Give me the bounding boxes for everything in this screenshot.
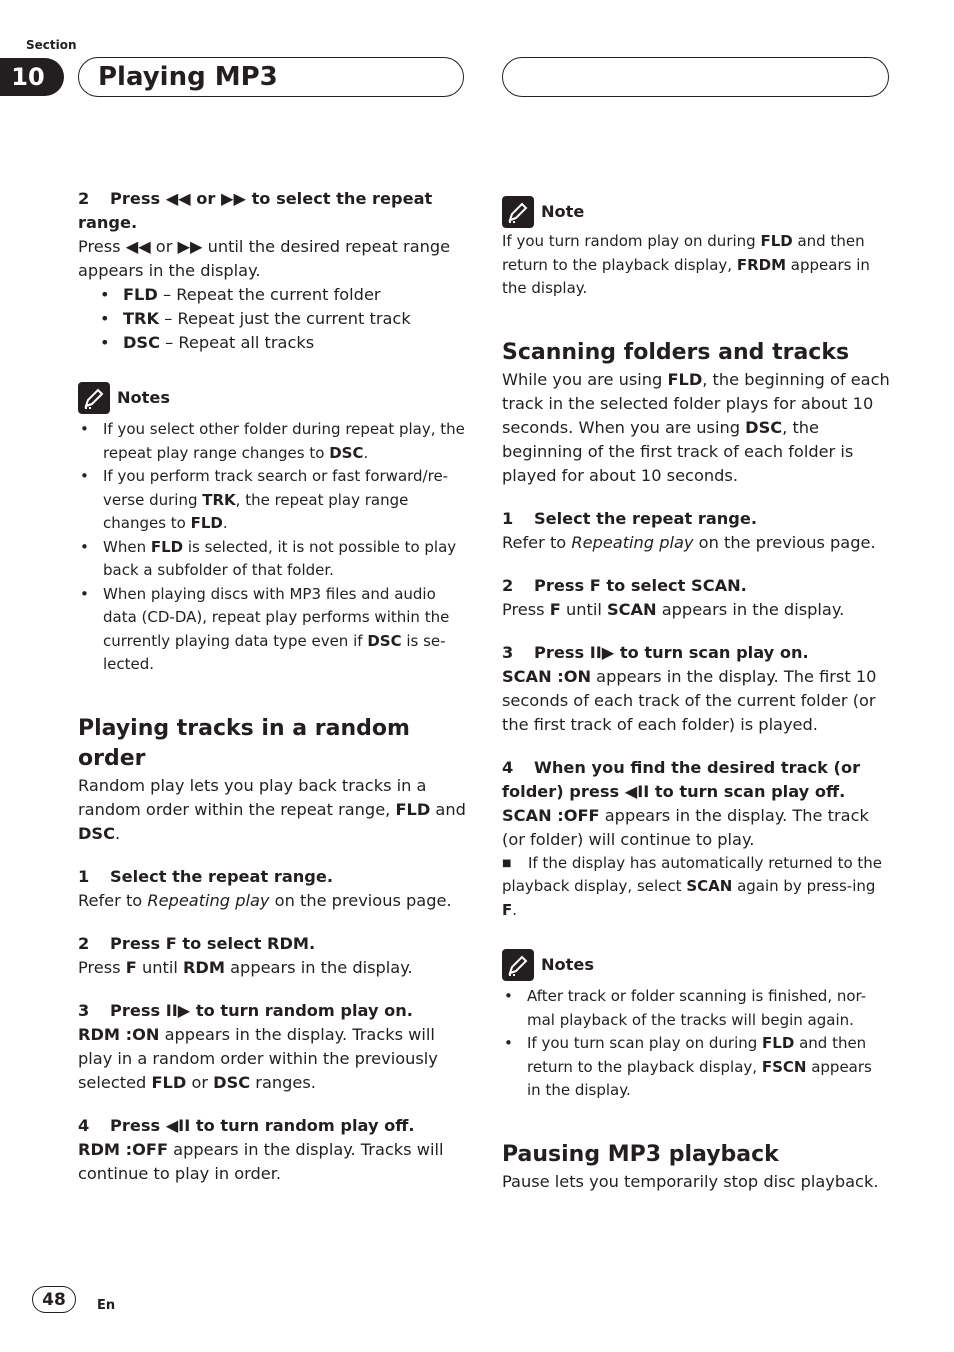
scan-step-1-heading: 1 Select the repeat range. <box>502 508 757 528</box>
pencil-note-icon <box>502 196 534 228</box>
rewind-icon: ◀◀ <box>125 237 151 256</box>
scan-step-3-heading: 3 Press II▶ to turn scan play on. <box>502 642 809 662</box>
page-title: Playing MP3 <box>98 62 278 92</box>
notes-list <box>78 418 466 677</box>
pencil-note-icon <box>502 949 534 981</box>
list-item: • DSC – Repeat all tracks <box>78 331 466 355</box>
page-number: 48 <box>32 1286 76 1313</box>
pausing-heading: Pausing MP3 playback <box>502 1141 779 1167</box>
random-step-1-heading: 1 Select the repeat range. <box>78 866 333 886</box>
list-item: • If you perform track search or fast forward/re-verse during TRK, the repeat play range changes to FLD. <box>78 465 466 536</box>
random-step-3-heading: 3 Press II▶ to turn random play on. <box>78 1000 413 1020</box>
random-step-1-body: Refer to Repeating play on the previous page. <box>78 890 452 910</box>
scan-step-3-body: SCAN :ON appears in the display. The first 10 seconds of each track of the current folder (or the first track of each folder) is played. <box>502 666 877 734</box>
header-right-frame <box>502 57 889 97</box>
list-item: • FLD – Repeat the current folder <box>78 283 466 307</box>
scan-step-2-body: Press F until SCAN appears in the display. <box>502 599 845 619</box>
list-item: • When playing discs with MP3 files and audio data (CD-DA), repeat play performs within the currently playing data type even if DSC is se-lected. <box>78 583 466 677</box>
rewind-icon: ◀◀ <box>165 189 191 208</box>
list-item: • If you select other folder during repeat play, the repeat play range changes to DSC. <box>78 418 466 465</box>
play-pause-icon: II▶ <box>165 1000 191 1020</box>
pause-back-icon: ◀II <box>165 1115 191 1135</box>
notes-header: Notes <box>502 949 890 981</box>
pausing-text: Pause lets you temporarily stop disc playback. <box>502 1171 879 1191</box>
scan-step-1-body: Refer to Repeating play on the previous page. <box>502 532 876 552</box>
random-intro: Random play lets you play back tracks in a random order within the repeat range, FLD and DSC. <box>78 775 466 843</box>
random-step-2-body: Press F until RDM appears in the display. <box>78 957 413 977</box>
step-2-body: Press ◀◀ or ▶▶ until the desired repeat range appears in the display. <box>78 237 451 280</box>
list-item: • After track or folder scanning is finished, nor-mal playback of the tracks will begin again. <box>502 985 890 1032</box>
scan-step-4-body: SCAN :OFF appears in the display. The track (or folder) will continue to play. <box>502 805 869 849</box>
list-item: • TRK – Repeat just the current track <box>78 307 466 331</box>
list-item: • If you turn scan play on during FLD and then return to the playback display, FSCN appears in the display. <box>502 1032 890 1103</box>
square-bullet-icon: ■ <box>502 857 512 869</box>
scanning-intro: While you are using FLD, the beginning of each track in the selected folder plays for about 10 seconds. When you are using DSC, the beginning of the first track of each folder is played for about 10 seconds. <box>502 369 890 485</box>
random-order-heading: Playing tracks in a random order <box>78 715 410 771</box>
step-2-heading: 2 Press ◀◀ or ▶▶ to select the repeat range. <box>78 189 433 232</box>
section-number-badge: 10 <box>0 58 64 96</box>
note-header: Note <box>502 196 890 228</box>
random-step-3-body: RDM :ON appears in the display. Tracks will play in a random order within the previously selected FLD or DSC ranges. <box>78 1024 438 1092</box>
scan-step-2-heading: 2 Press F to select SCAN. <box>502 575 747 595</box>
pause-back-icon: ◀II <box>624 781 650 801</box>
fast-forward-icon: ▶▶ <box>221 189 246 208</box>
repeat-range-list <box>78 283 466 355</box>
random-step-4-heading: 4 Press ◀II to turn random play off. <box>78 1115 415 1135</box>
scan-notes-list <box>502 985 890 1103</box>
section-label: Section <box>26 38 77 52</box>
play-pause-icon: II▶ <box>589 642 615 662</box>
scan-step-4-heading: 4 When you find the desired track (or folder) press ◀II to turn scan play off. <box>502 757 861 801</box>
random-step-4-body: RDM :OFF appears in the display. Tracks will continue to play in order. <box>78 1139 444 1183</box>
notes-header: Notes <box>78 382 466 414</box>
list-item: • When FLD is selected, it is not possible to play back a subfolder of that folder. <box>78 536 466 583</box>
left-column <box>78 187 466 1186</box>
scan-step-4-subnote: ■ If the display has automatically returned to the playback display, select SCAN again by press-ing F. <box>502 853 883 919</box>
fast-forward-icon: ▶▶ <box>177 237 203 256</box>
random-note-text: If you turn random play on during FLD and then return to the playback display, FRDM appears in the display. <box>502 232 870 297</box>
pencil-note-icon <box>78 382 110 414</box>
scanning-heading: Scanning folders and tracks <box>502 339 850 365</box>
language-label: En <box>97 1298 116 1313</box>
random-step-2-heading: 2 Press F to select RDM. <box>78 933 316 953</box>
right-column <box>502 196 890 1194</box>
